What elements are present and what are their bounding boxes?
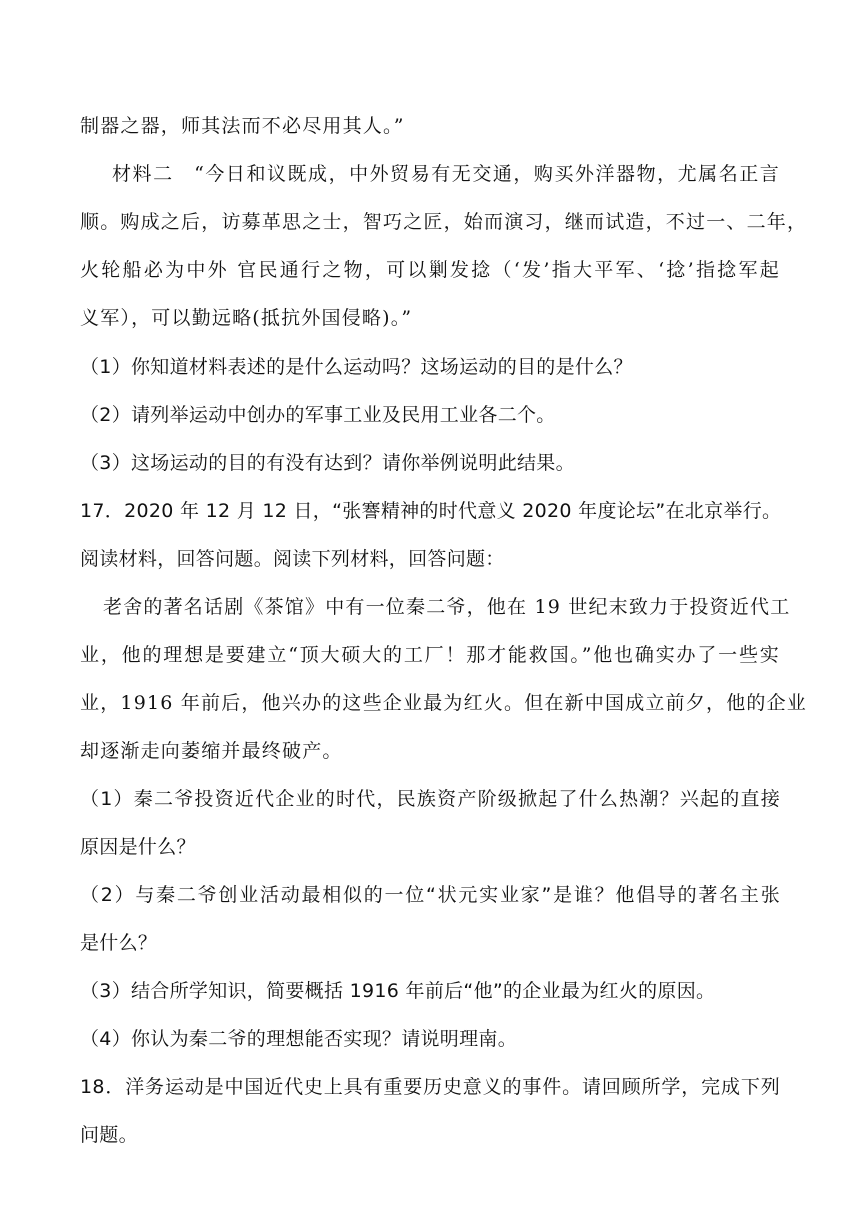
q17-material-line-4: 却逐渐走向萎缩并最终破产。 xyxy=(80,740,343,762)
material2-line-4: 义军），可以勤远略(抵抗外国侵略)。” xyxy=(80,307,413,329)
q16-subquestion-2: （2）请列举运动中创办的军事工业及民用工业各二个。 xyxy=(80,404,556,426)
q16-subquestion-3: （3）这场运动的目的有没有达到？请你举例说明此结果。 xyxy=(80,452,575,474)
q17-material-line-3: 业，1916 年前后，他兴办的这些企业最为红火。但在新中国成立前夕，他的企业 xyxy=(80,692,807,714)
material1-tail: 制器之器，师其法而不必尽用其人。” xyxy=(80,115,405,137)
q17-subquestion-4: （4）你认为秦二爷的理想能否实现？请说明理南。 xyxy=(80,1028,517,1050)
q18-line-1: 18．洋务运动是中国近代史上具有重要历史意义的事件。请回顾所学，完成下列 xyxy=(80,1076,780,1098)
material2-line-2: 顺。购成之后，访募革思之士，智巧之匠，始而演习，继而试造，不过一、二年， xyxy=(80,211,808,233)
q17-subquestion-2b: 是什么？ xyxy=(80,932,158,954)
q17-stem-line-2: 阅读材料，回答问题。阅读下列材料，回答问题： xyxy=(80,548,505,570)
q17-subquestion-1b: 原因是什么？ xyxy=(80,836,196,858)
q17-stem-line-1: 17．2020 年 12 月 12 日，“张謇精神的时代意义 2020 年度论坛”在北京举行。 xyxy=(80,500,782,522)
q17-material-line-1: 老舍的著名话剧《茶馆》中有一位秦二爷，他在 19 世纪末致力于投资近代工 xyxy=(103,596,791,618)
q18-line-2: 问题。 xyxy=(80,1124,138,1146)
q16-subquestion-1: （1）你知道材料表述的是什么运动吗？这场运动的目的是什么？ xyxy=(80,356,633,378)
q17-subquestion-3: （3）结合所学知识，简要概括 1916 年前后“他”的企业最为红火的原因。 xyxy=(80,980,716,1002)
q17-material-line-2: 业，他的理想是要建立“顶大硕大的工厂！那才能救国。”他也确实办了一些实 xyxy=(80,644,780,666)
material2-line-3: 火轮船必为中外 官民通行之物，可以剿发捻（‘发’指大平军、‘捻’指捻军起 xyxy=(80,259,780,281)
q17-subquestion-2a: （2）与秦二爷创业活动最相似的一位“状元实业家”是谁？他倡导的著名主张 xyxy=(80,884,780,906)
q17-subquestion-1a: （1）秦二爷投资近代企业的时代，民族资产阶级掀起了什么热潮？兴起的直接 xyxy=(80,788,780,810)
material2-line-1: 材料二 “今日和议既成，中外贸易有无交通，购买外洋器物，尤属名正言 xyxy=(112,163,780,185)
